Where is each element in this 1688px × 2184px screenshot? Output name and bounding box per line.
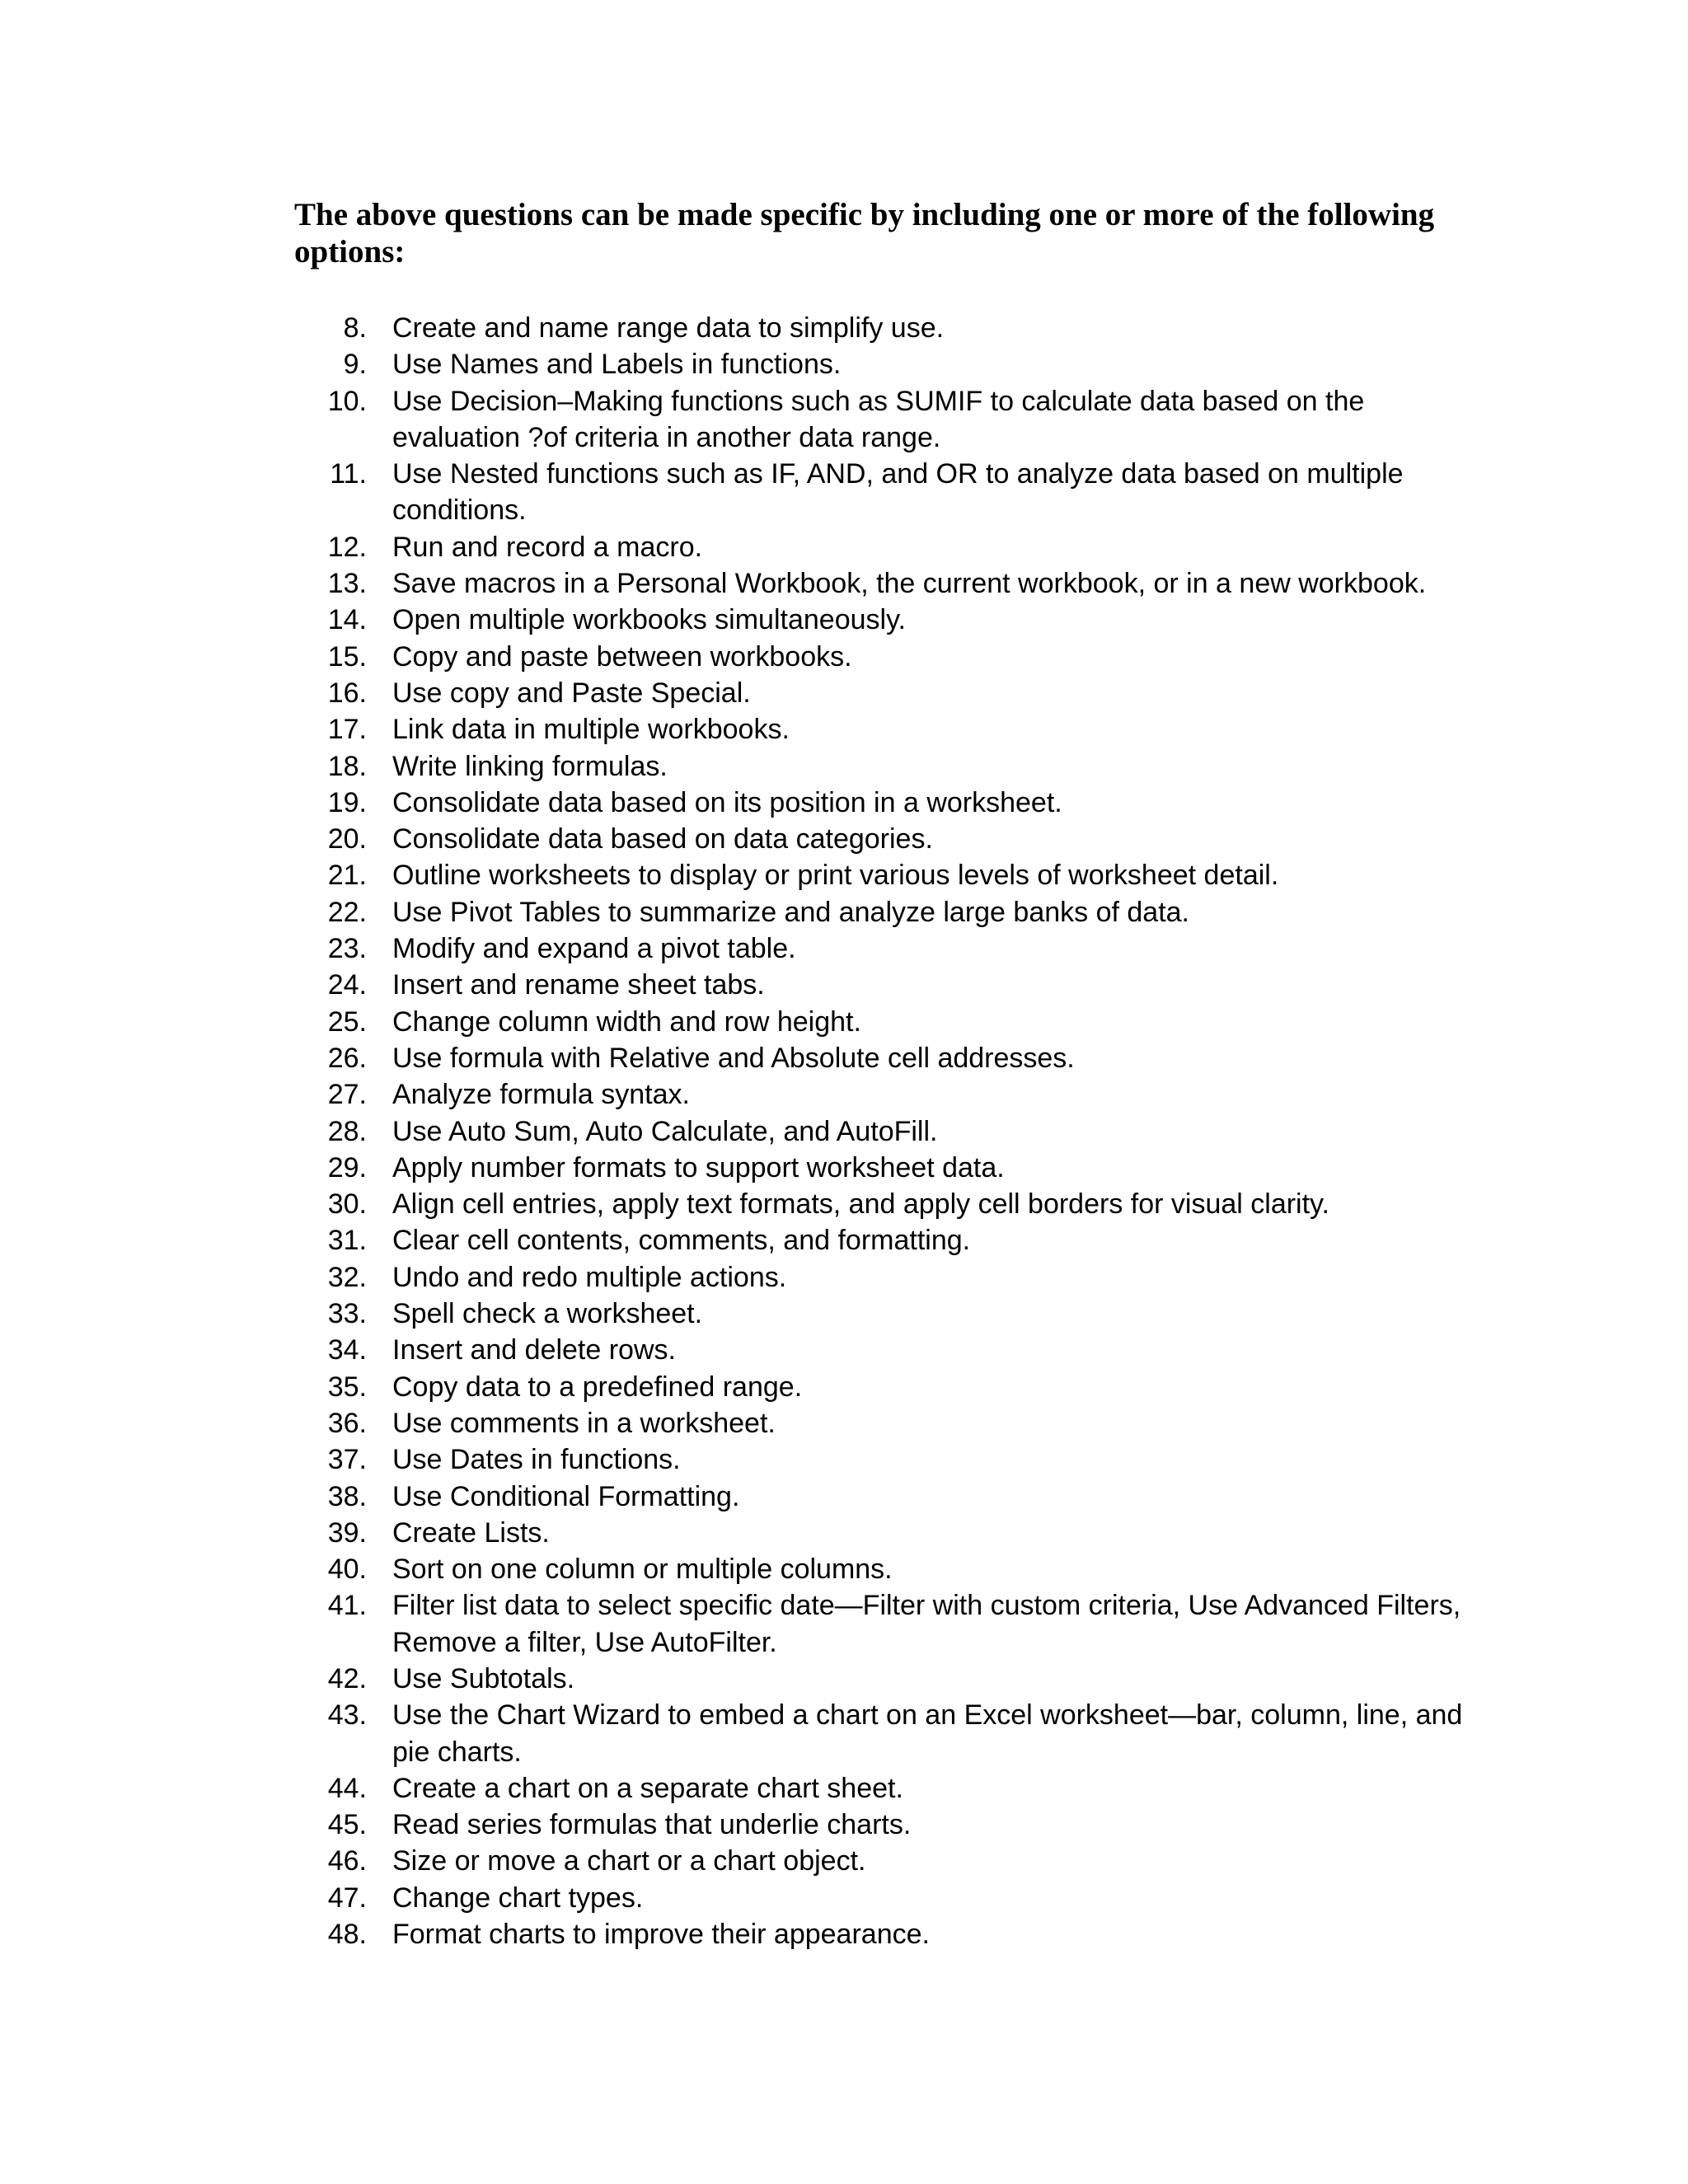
list-item-text: Save macros in a Personal Workbook, the current workbook, or in a new workbook. [392,568,1427,600]
list-item-text: Use Auto Sum, Auto Calculate, and AutoFill. [392,1115,938,1147]
list-item-number: 27. [327,1079,367,1111]
list-item-number: 11. [330,458,367,490]
list-item-text: Create and name range data to simplify use. [392,312,945,344]
list-item [0,1332,1688,1368]
list-item [0,1004,1688,1040]
list-item [0,748,1688,785]
list-item-text: Apply number formats to support worksheet data. [392,1151,1005,1183]
list-item [0,1770,1688,1807]
list-item-text: Use copy and Paste Special. [392,677,751,709]
list-item-number: 13. [327,568,367,600]
list-item-text: Undo and redo multiple actions. [392,1261,787,1293]
list-item-number: 14. [327,604,367,636]
list-item-number: 36. [327,1407,367,1439]
list-item-number: 31. [327,1225,367,1257]
list-item-number: 8. [343,312,367,344]
list-item-text: Consolidate data based on its position in a worksheet. [392,786,1062,818]
list-item [0,456,1688,529]
list-item [0,711,1688,748]
list-item-number: 22. [327,896,367,928]
list-item [0,930,1688,967]
list-item-number: 45. [327,1809,367,1841]
list-item [0,529,1688,565]
numbered-list [0,310,1688,1952]
list-item-number: 26. [327,1042,367,1074]
list-item-text: Use Subtotals. [392,1662,575,1694]
list-item-number: 48. [327,1919,367,1951]
list-item-number: 47. [327,1882,367,1914]
list-item-number: 39. [327,1516,367,1549]
list-item [0,894,1688,930]
list-item [0,1916,1688,1952]
list-item-number: 16. [327,677,367,709]
list-item-number: 40. [327,1554,367,1586]
list-item-number: 32. [327,1261,367,1293]
list-item [0,346,1688,382]
list-item [0,1661,1688,1697]
list-item-text: Use the Chart Wizard to embed a chart on an Excel worksheet—bar, column, line, and pie charts. [392,1699,1463,1768]
list-item-text: Insert and delete rows. [392,1334,676,1366]
list-item-text: Insert and rename sheet tabs. [392,969,765,1001]
list-item-number: 18. [327,750,367,782]
list-item-number: 23. [327,933,367,965]
list-item [0,310,1688,346]
list-item-number: 41. [327,1590,367,1622]
list-item-text: Create a chart on a separate chart sheet. [392,1772,903,1804]
list-item-number: 29. [327,1151,367,1183]
list-item-number: 35. [327,1371,367,1403]
list-item-text: Change column width and row height. [392,1005,861,1038]
list-item [0,785,1688,821]
list-item [0,1076,1688,1113]
list-item-number: 19. [327,786,367,818]
list-item [0,1515,1688,1551]
list-item-text: Modify and expand a pivot table. [392,933,796,965]
list-item-text: Consolidate data based on data categories. [392,823,933,855]
list-item-text: Create Lists. [392,1516,550,1549]
list-item-number: 28. [327,1115,367,1147]
list-item [0,1186,1688,1222]
list-item-text: Use Dates in functions. [392,1444,681,1476]
list-item-number: 33. [327,1298,367,1330]
list-item-number: 46. [327,1845,367,1877]
list-item [0,1441,1688,1478]
list-item-number: 44. [327,1772,367,1804]
list-item-text: Write linking formulas. [392,750,668,782]
list-item-number: 12. [327,531,367,563]
section-heading: The above questions can be made specific by including one or more of the following options: [294,197,1435,269]
list-item [0,1369,1688,1405]
list-item-text: Use formula with Relative and Absolute cell addresses. [392,1042,1075,1074]
list-item-text: Use Names and Labels in functions. [392,349,842,381]
list-item-number: 37. [327,1444,367,1476]
list-item-text: Copy data to a predefined range. [392,1371,803,1403]
list-item-text: Use Conditional Formatting. [392,1480,740,1512]
list-item [0,1150,1688,1186]
list-item-text: Copy and paste between workbooks. [392,640,852,673]
list-item [0,1697,1688,1770]
list-item-text: Format charts to improve their appearance. [392,1919,930,1951]
list-item-text: Analyze formula syntax. [392,1079,690,1111]
list-item-text: Align cell entries, apply text formats, and apply cell borders for visual clarity. [392,1188,1329,1221]
list-item-text: Size or move a chart or a chart object. [392,1845,866,1877]
list-item-number: 24. [327,969,367,1001]
list-item-text: Use Nested functions such as IF, AND, and OR to analyze data based on multiple conditions. [392,458,1404,527]
list-item [0,967,1688,1003]
list-item [0,1259,1688,1296]
list-item-text: Use comments in a worksheet. [392,1407,776,1439]
list-item [0,1113,1688,1150]
list-item-text: Use Decision–Making functions such as SUMIF to calculate data based on the evaluation ?of criteria in another data range. [392,385,1365,453]
list-item [0,639,1688,675]
list-item [0,1551,1688,1587]
list-item [0,1807,1688,1843]
list-item-text: Clear cell contents, comments, and formatting. [392,1225,971,1257]
list-item-text: Change chart types. [392,1882,644,1914]
list-item [0,1880,1688,1916]
list-item-text: Run and record a macro. [392,531,703,563]
list-item [0,1040,1688,1076]
list-item-number: 21. [327,860,367,892]
list-item-text: Read series formulas that underlie charts. [392,1809,912,1841]
list-item [0,1222,1688,1258]
list-item-number: 20. [327,823,367,855]
list-item-text: Filter list data to select specific date—Filter with custom criteria, Use Advanced Filters, Remove a filter, Use AutoFilter. [392,1590,1461,1658]
list-item-text: Spell check a worksheet. [392,1298,703,1330]
list-item-number: 34. [327,1334,367,1366]
list-item-number: 25. [327,1005,367,1038]
list-item-number: 15. [327,640,367,673]
list-item-number: 43. [327,1699,367,1732]
list-item [0,857,1688,893]
list-item-number: 38. [327,1480,367,1512]
list-item-number: 9. [343,349,367,381]
list-item-number: 30. [327,1188,367,1221]
list-item-number: 17. [327,714,367,746]
list-item [0,675,1688,711]
list-item-text: Open multiple workbooks simultaneously. [392,604,906,636]
list-item [0,1479,1688,1515]
list-item [0,383,1688,457]
list-item [0,1843,1688,1879]
list-item-text: Use Pivot Tables to summarize and analyze large banks of data. [392,896,1190,928]
list-item [0,1405,1688,1441]
list-item [0,602,1688,638]
list-item-text: Link data in multiple workbooks. [392,714,790,746]
list-item [0,565,1688,602]
list-item [0,821,1688,857]
list-item-number: 10. [327,385,367,417]
list-item-number: 42. [327,1662,367,1694]
list-item-text: Sort on one column or multiple columns. [392,1554,893,1586]
list-item-text: Outline worksheets to display or print various levels of worksheet detail. [392,860,1279,892]
list-item [0,1587,1688,1661]
list-item [0,1296,1688,1332]
